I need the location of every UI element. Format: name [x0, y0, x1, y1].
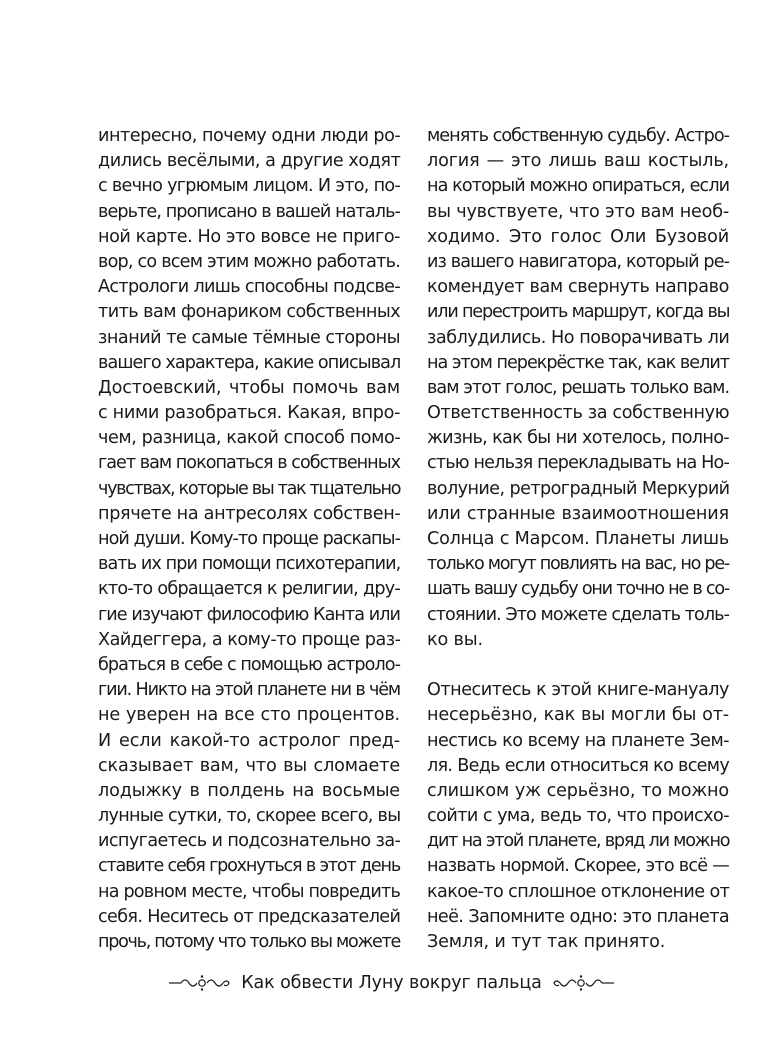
text-line: на этом перекрёстке так, как велит: [427, 352, 729, 373]
text-line: дит на этой планете, вряд ли можно: [427, 831, 730, 852]
text-line: неё. Запомните одно: это планета: [427, 906, 729, 927]
right-text-column: [427, 124, 729, 955]
right-ornament-icon: [550, 974, 614, 992]
text-line: тить вам фонариком собственных: [98, 302, 401, 323]
text-line: Земля, и тут так принято.: [427, 932, 666, 952]
text-line: кто-то обращается к религии, дру-: [98, 579, 400, 600]
text-line: назвать нормой. Скорее, это всё —: [427, 856, 730, 877]
text-line: интересно, почему одни люди ро-: [98, 126, 401, 146]
text-line: Астрологи лишь способны подсве-: [98, 277, 400, 298]
text-line: прячете на антресолях собствен-: [98, 503, 401, 524]
text-line: комендует вам свернуть направо: [427, 277, 729, 298]
text-line: дились весёлыми, а другие ходят: [98, 151, 401, 172]
text-line: на который можно опираться, если: [427, 176, 730, 197]
book-title: Как обвести Луну вокруг пальца: [241, 973, 542, 993]
text-line: стоянии. Это можете сделать толь-: [427, 604, 729, 625]
text-line: из вашего навигатора, который ре-: [427, 251, 730, 272]
text-line: сойти с ума, ведь то, что происхо-: [427, 806, 729, 827]
text-line: Достоевский, чтобы помочь вам: [98, 377, 400, 398]
text-line: слишком уж серьёзно, то можно: [427, 780, 729, 801]
text-line: с ними разобраться. Какая, впро-: [98, 403, 401, 424]
text-line: Солнца с Марсом. Планеты лишь: [427, 529, 729, 549]
text-line: волуние, ретроградный Меркурий: [427, 478, 730, 499]
text-line: лунные сутки, то, скорее всего, вы: [98, 806, 401, 827]
text-line: вор, со всем этим можно работать.: [98, 251, 400, 272]
text-line: нестись ко всему на планете Зем-: [427, 730, 729, 751]
text-line: вы чувствуете, что это вам необ-: [427, 201, 729, 222]
text-line: гает вам покопаться в собственных: [98, 453, 400, 474]
text-line: заблудились. Но поворачивать ли: [427, 327, 730, 348]
left-text-column: [98, 124, 400, 955]
text-line: ставите себя грохнуться в этот день: [98, 856, 400, 877]
text-line: прочь, потому что только вы можете: [98, 932, 400, 952]
text-line: лодыжку в полдень на восьмые: [98, 780, 400, 801]
text-line: знаний те самые тёмные стороны: [98, 327, 401, 348]
text-line: браться в себе с помощью астроло-: [98, 654, 400, 675]
text-line: или странные взаимоотношения: [427, 503, 729, 524]
text-line: с вечно угрюмым лицом. И это, по-: [98, 176, 400, 197]
text-line: Хайдеггера, а кому-то проще раз-: [98, 629, 401, 650]
left-ornament-icon: [169, 974, 233, 992]
text-line: вашего характера, какие описывал: [98, 352, 401, 373]
text-line: ной души. Кому-то проще раскапы-: [98, 529, 400, 549]
text-line: гии. Никто на этой планете ни в чём: [98, 680, 401, 701]
text-line: на ровном месте, чтобы повредить: [98, 881, 401, 902]
text-line: испугаетесь и подсознательно за-: [98, 831, 401, 852]
text-line: себя. Неситесь от предсказателей: [98, 906, 401, 927]
text-line: И если какой-то астролог пред-: [98, 730, 400, 751]
text-line: ходимо. Это голос Оли Бузовой: [427, 226, 729, 247]
text-line: только могут повлиять на вас, но ре-: [427, 554, 729, 575]
text-line: вам этот голос, решать только вам.: [427, 377, 730, 398]
text-line: верьте, прописано в вашей наталь-: [98, 201, 400, 222]
text-line: ной карте. Но это вовсе не приго-: [98, 226, 401, 247]
text-line: Ответственность за собственную: [427, 403, 730, 424]
text-line: вать их при помощи психотерапии,: [98, 554, 401, 575]
text-line: жизнь, как бы ни хотелось, полно-: [427, 428, 729, 449]
text-line: менять собственную судьбу. Астро-: [427, 126, 729, 146]
text-line: сказывает вам, что вы сломаете: [98, 755, 400, 776]
text-line: Отнеситесь к этой книге-мануалу: [427, 680, 729, 701]
text-line: логия — это лишь ваш костыль,: [427, 151, 729, 172]
paragraph-continuation: [427, 124, 729, 653]
text-line: какое-то сплошное отклонение от: [427, 881, 730, 902]
text-line: не уверен на все сто процентов.: [98, 705, 400, 726]
text-line: чувствах, которые вы так тщательно: [98, 478, 401, 499]
text-line: несерьёзно, как вы могли бы от-: [427, 705, 729, 726]
page-footer: [0, 968, 783, 998]
text-line: или перестроить маршрут, когда вы: [427, 302, 730, 323]
text-line: гие изучают философию Канта или: [98, 604, 400, 625]
text-line: ля. Ведь если относиться ко всему: [427, 755, 730, 776]
text-line: чем, разница, какой способ помо-: [98, 428, 401, 449]
text-line: стью нельзя перекладывать на Но-: [427, 453, 729, 474]
text-line: ко вы.: [427, 629, 483, 650]
paragraph-closing: [427, 678, 729, 955]
paragraph-gap: [427, 653, 729, 678]
text-line: шать вашу судьбу они точно не в со-: [427, 579, 729, 600]
